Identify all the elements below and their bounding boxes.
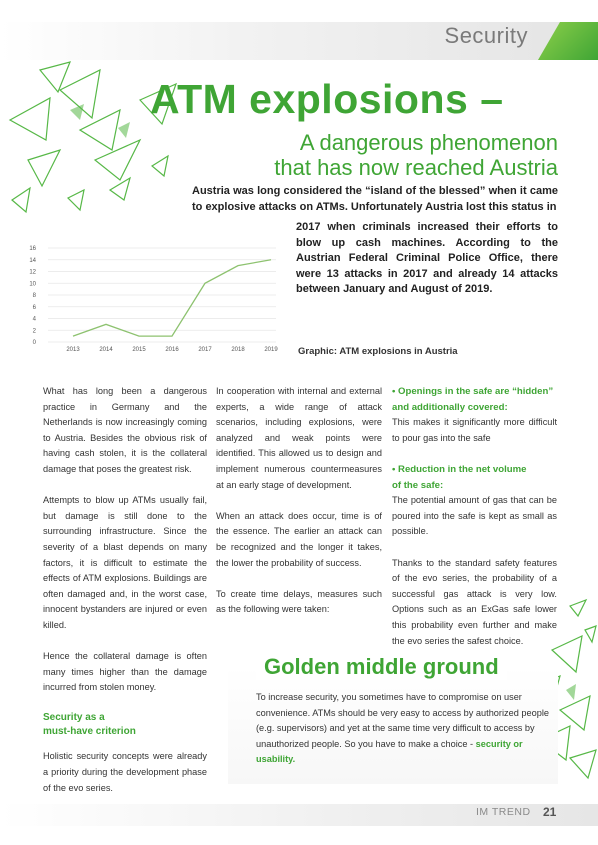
subtitle-line-1: A dangerous phenomenon <box>299 130 558 155</box>
box-title: Golden middle ground <box>256 654 507 680</box>
bullet-1-heading <box>392 384 557 415</box>
chart-y-tick-label: 10 <box>29 281 36 288</box>
col1-paragraph-4: Holistic security concepts were already a priority during the development phase of the evo series. <box>43 751 207 793</box>
chart-y-tick-label: 12 <box>29 269 36 276</box>
bullet-2-text: The potential amount of gas that can be poured into the safe is kept as small as possible. <box>392 495 557 537</box>
col1-paragraph-1: What has long been a dangerous practice in Germany and the Netherlands is now increasingly coming to Austria. Besides the obvious risk of having cash stolen, it is the collateral damage that poses the greatest risk. <box>43 386 207 474</box>
chart-x-tick-label: 2018 <box>231 347 245 353</box>
section-label: Security <box>444 23 528 48</box>
col3-closing-paragraph: Thanks to the standard safety features of the evo series, the probability of a successful gas attack is very low. Options such as an ExGas safe lower this probability even further and make the evo series the safest choice. <box>392 557 557 646</box>
col2-paragraph-2: When an attack does occur, time is of the essence. The earlier an attack can be recognized and the longer it takes, the lower the probability of success. <box>216 510 382 568</box>
chart-x-tick-labels <box>66 347 278 353</box>
subtitle <box>198 130 558 180</box>
box-body: To increase security, you sometimes have to compromise on user convenience. ATMs should be very easy to access by authorized people (e.g. supervisors) and yet at the same time very difficult to access by unauthorized people. So you have to make a choice - <box>256 692 549 749</box>
chart-y-tick-label: 16 <box>29 246 36 252</box>
chart-y-tick-label: 14 <box>29 257 36 264</box>
bullet-2-heading-line-1: • Reduction in the net volume <box>392 463 527 475</box>
main-title: ATM explosions – <box>150 76 504 122</box>
chart-y-tick-label: 8 <box>32 293 36 299</box>
intro-text-part-1: Austria was long considered the “island of the blessed” when it came to explosive attacks on ATMs. Unfortunately Austria lost this status in <box>192 185 558 213</box>
col1-paragraph-2: Attempts to blow up ATMs usually fail, but damage is still done to the surrounding infrastructure. Since the severity of a blast depends on many factors, it is difficult to estimate the effects of ATM explosions. Buildings are often damaged and, in the worst case, innocent bystanders are injured or even killed. <box>43 495 207 630</box>
chart-y-tick-labels <box>29 246 36 346</box>
chart-x-tick-label: 2017 <box>198 347 212 353</box>
col1-heading-line-2: must-have criterion <box>43 726 136 738</box>
chart-y-tick-label: 6 <box>32 304 36 311</box>
col1-heading <box>43 711 207 739</box>
chart-x-tick-label: 2015 <box>132 347 146 353</box>
intro-text-part-2: 2017 when criminals increased their efforts to blow up cash machines. According to the Austrian Federal Criminal Police Office, there were 13 attacks in 2017 and already 14 attacks between January and August of 2019. <box>296 221 558 295</box>
bullet-1-text: This makes it significantly more difficult to pour gas into the safe <box>392 417 557 443</box>
bullet-1-heading-line-2: and additionally covered: <box>392 401 508 413</box>
box-highlight: security or usability. <box>256 738 523 765</box>
atm-explosions-chart <box>28 240 288 358</box>
page-number: 21 <box>543 805 557 819</box>
chart-y-tick-label: 4 <box>32 316 36 323</box>
subtitle-line-2: that has now reached Austria <box>274 155 558 180</box>
col1-heading-line-1: Security as a <box>43 712 105 724</box>
col2-paragraph-3: To create time delays, measures such as the following were taken: <box>216 588 382 615</box>
magazine-name: IM TREND <box>476 806 531 818</box>
col2-paragraph-1: In cooperation with internal and external experts, a wide range of attack scenarios, including explosions, were analyzed and weak points were identified. This allowed us to design and implement numerous countermeasures at an early stage of development. <box>216 386 382 490</box>
chart-x-tick-label: 2013 <box>66 347 80 353</box>
column-2 <box>216 384 382 634</box>
chart-y-tick-label: 2 <box>32 328 36 335</box>
chart-y-tick-label: 0 <box>32 340 36 346</box>
column-3 <box>392 384 557 665</box>
chart-x-tick-label: 2016 <box>165 347 179 353</box>
bullet-1-heading-line-1: • Openings in the safe are “hidden” <box>392 386 554 397</box>
chart-x-tick-label: 2019 <box>264 347 278 353</box>
bullet-2-heading <box>392 462 557 493</box>
bullet-2-heading-line-2: of the safe: <box>392 479 444 491</box>
col1-paragraph-3: Hence the collateral damage is often many times higher than the damage incurred from stolen money. <box>43 651 207 693</box>
box-text <box>256 690 556 768</box>
chart-grid <box>48 248 276 342</box>
chart-x-tick-label: 2014 <box>99 347 113 353</box>
column-1 <box>43 384 207 812</box>
chart-caption: Graphic: ATM explosions in Austria <box>298 346 458 357</box>
